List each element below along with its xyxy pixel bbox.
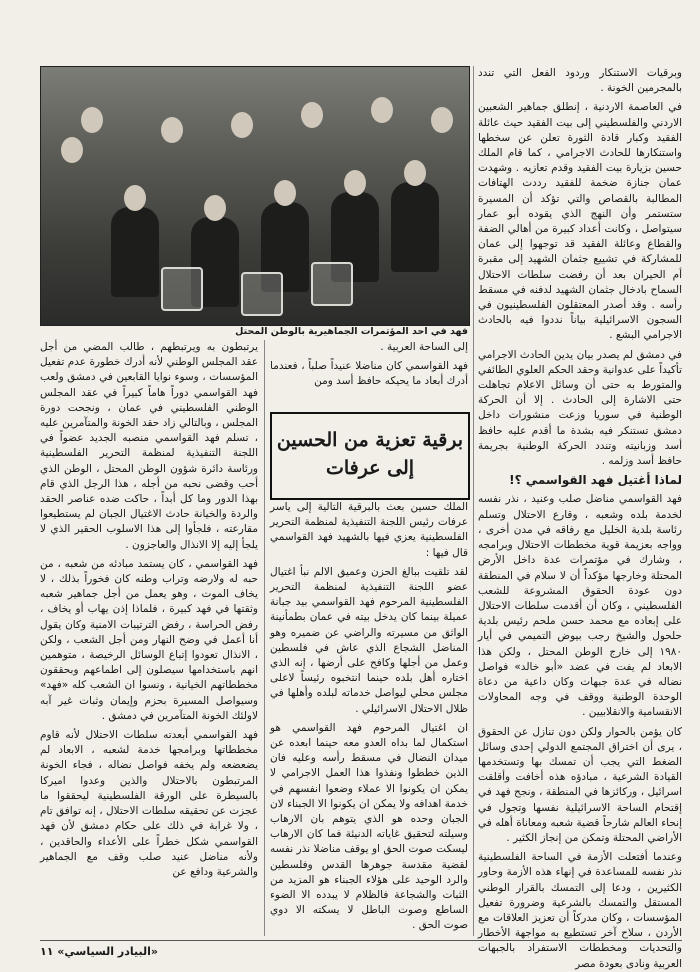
article-paragraph: وبرقيات الاستنكار وردود الفعل التي تندد بالمجرمين الخونة . xyxy=(478,67,682,95)
condolence-headline-box xyxy=(270,412,470,500)
footer-rule xyxy=(40,940,682,941)
article-paragraph: إلى الساحة العربية . xyxy=(380,341,468,353)
column-divider xyxy=(264,340,265,936)
crowd-head xyxy=(301,102,323,128)
article-paragraph: فهد القواسمي مناضل صلب وعنيد ، نذر نفسه لخدمة بلده وشعبه ، وقارع الاحتلال وتسلم رئاسة بلدية الخليل مع رفاقه في مدن أخرى ، وواجه بعزيمة قوية مخططات الاحتلال وبرامجه ، وشارك في مؤتمرات عدة داخل الأرض المحتلة وخارجها مؤكداً أن لا سلام في المنطقة دون عودة الحقوق المشروعة للشعب الفلسطيني ، وكان أن أقدمت سلطات الاحتلال على إبعاده مع محمد حسن ملحم رئيس بلدية حلحول والشيخ رجب بيوض التميمي في أيار ١٩٨٠ إلى خارج الوطن المحتل ، ولكن هذا الابعاد لم يفت في عضد «أبو خالد» فواصل نضاله في عدة جبهات وكان داعية من دعاة الوحدة الوطنية ووقف في وجه المحاولات الانقسامية والانقلابيين . xyxy=(478,493,682,719)
photo-caption: فهد في احد المؤتمرات الجماهيرية بالوطن المحتل xyxy=(235,326,468,337)
article-column-left xyxy=(40,340,258,936)
seated-man-figure xyxy=(391,182,439,272)
conference-photo xyxy=(40,66,470,326)
page-footer: «البيادر السياسي» ١١ xyxy=(40,945,158,958)
article-paragraph: فهد القواسمي أبعدته سلطات الاحتلال لأنه قاوم مخططاتها وبرامجها خدمة لشعبه ، الابعاد لم يضعضعه ولم يخفه فواصل نضاله ، فجاء الخونة المرتبطون بالاحتلال والذين وعدوا اميركا بالسيطرة على الورقة الفلسطينية ليحققوا ما عجزت عن تحقيقه سلطات الاحتلال ، إنه توافق تام ، ولا غرابة في ذلك على حكام دمشق لأن فهد القواسمي شكل خطراً على الأعداء والحاقدين ، ولأنه مناضل عنيد صلب وقف مع الجماهير والشرعية ودافع عن xyxy=(40,729,258,878)
column-divider xyxy=(473,66,474,936)
seated-man-head xyxy=(124,185,146,211)
crowd-head xyxy=(161,117,183,143)
article-column-middle xyxy=(270,500,468,936)
article-paragraph: في دمشق لم يصدر بيان يدين الحادث الاجرامي تأكيداً على عدوانية وحقد الحكم العلوي الطائفي والمتورط به حتى أن وسائل الاعلام تجاهلت حتى الاشارة إلى الحادث . إلا أن الحركة الوطنية في سوريا وزعت منشورات داخل دمشق تستنكر فيه بشدة ما أقدم عليه حافظ أسد وزبانيته وتندد الحركة الوطنية بجريمة حافظ أسد وزلمه . xyxy=(477,348,682,468)
crowd-head xyxy=(231,112,253,138)
article-paragraph: الملك حسين بعث بالبرقية التالية إلى ياسر عرفات رئيس اللجنة التنفيذية لمنظمة التحرير الفلسطينية يعزي فيها بالشهيد فهد القواسمي قال فيها : xyxy=(270,501,468,559)
article-paragraph: ان اغتيال المرحوم فهد القواسمي هو استكمال لما بداه العدو معه حينما ابعده عن ميدان النضال في مسقط رأسه وعليه فان الذين خططوا ونفذوا هذا العمل الاجرامي لا يمكن ان يكونوا الا عملاء وضعوا انفسهم في خدمة اهدافه ولا يمكن ان يكونوا الا الجبناء لان الجبان وحده هو الذي يتوهم بان الارهاب وسيلته لتحقيق غاياته الدنيئة فما كان الارهاب ليسكت صوت الحق او يوقف مناضلا نذر نفسه لقضية مقدسة جوهرها القدس وفلسطين والرد الوحيد على هؤلاء الجبناء هو المزيد من الثبات والشجاعة فالظلام لا يبدده الا الضوء الساطع وصوت الباطل لا يسكته الا دوي صوت الحق . xyxy=(270,721,468,932)
article-column-right xyxy=(477,66,682,970)
chair xyxy=(241,272,283,316)
seated-man-head xyxy=(344,170,366,196)
article-paragraph: فهد القواسمي ، كان يستمد مبادئه من شعبه ، من حبه له ولارضه وتراب وطنه كان فخوراً بذلك ، لا يخاف الموت ، وهو يعمل من أجل جماهير شعبه وثقتها في فهد كبيرة ، فلماذا إذن يهاب أو يخاف ، رفض الحراسة ، رفض الترتيبات الامنية وكان يقول أنا أعمل في وضح النهار ومن أجل الشعب ، ولكن ، الانذال تعودوا إتباع الوسائل الرخيصة ، متوهمين انهم باستخدامها سيصلون إلى اطماعهم وبحققون مخططاتهم الخيانية ، ونسوا ان الشعب كله «فهد» وسيواصل المسيرة بحزم وإيمان وثبات غير آبه لاولئك الخونة المتآمرين في دمشق . xyxy=(40,557,258,722)
chair xyxy=(161,267,203,311)
seated-man-head xyxy=(274,180,296,206)
crowd-head xyxy=(81,107,103,133)
seated-man-figure xyxy=(111,207,159,297)
chair xyxy=(311,262,353,306)
crowd-head xyxy=(371,97,393,123)
article-paragraph: لقد تلقيت ببالغ الحزن وعميق الالم نبأ اغتيال عضو اللجنة التنفيذية لمنظمة التحرير الفلسطينية المرحوم فهد القواسمي بيد جبانة عميلة بينما كان يدخل بيته في عمان بطمأنينة الواثق من مسيرته والراضي عن ضميره وهو المناضل الشجاع الذي عاش في فلسطين وعمل من أجلها وكافح على أرضها ، إنه الذي اختاره أهل بلده حينما انتخبوه رئيساً لاعلى مجلس محلي ليواصل خدماته لبلده وأهلها في ظلال الاحتلال الاسرائيلي . xyxy=(270,565,468,715)
article-column-middle-top xyxy=(270,340,468,410)
crowd-head xyxy=(61,137,83,163)
section-heading: لماذا أغتيل فهد القواسمي ؟! xyxy=(509,473,682,488)
seated-man-head xyxy=(404,160,426,186)
article-paragraph: كان يؤمن بالحوار ولكن دون تنازل عن الحقوق ، يرى أن اختراق المجتمع الدولي إحدى وسائل الضغط التي يجب أن تمسك بها وتستخدمها القيادة الشرعية ، مبادؤه هذه أخافت وأقلقت اسرائيل ، وركائزها في المنطقة ، ونجح فهد في إقتحام الساحة الاسرائيلية نفسها وتجول في إنحاء العالم شارحاً قضية شعبه ومعاناة أهله في الأراضي المحتلة وتمكن من إنجاز الكثير . xyxy=(478,725,682,844)
article-paragraph: فهد القواسمي كان مناضلا عنيداً صلباً ، فعندما أدرك أبعاد ما يحيكه حافظ أسد ومن xyxy=(270,360,468,388)
article-paragraph: وعندما أفتعلت الأزمة في الساحة الفلسطينية نذر نفسه للمساعدة في إنهاء هذه الأزمة وحاور الكثيرين ، ودعا إلى التمسك بالقرار الوطني المستقل والتمسك بالشرعية وضرورة تفعيل المؤسسات ، وكان مدركاً أن تعزيز العلاقات مع الأردن ، سلاح آخر تستطيع به مواجهة الأخطار والتحديات ومخططات الاستفراد بالجبهات العربية ونادى بعودة مصر xyxy=(478,851,682,970)
box-headline: برقية تعزية من الحسين إلى عرفات xyxy=(276,429,464,479)
seated-man-head xyxy=(204,195,226,221)
article-paragraph: يرتبطون به ويرتبطهم ، طالب المضي من أجل عقد المجلس الوطني لأنه أدرك خطورة عدم تفعيل المؤسسات ، وسوء نوايا القابعين في دمشق ولعب فهد القواسمي دوراً هاماً كبيراً في عقد المجلس الوطني الفلسطيني في عمان ، ونجحت دورة المجلس ، وبالتالي زاد حقد الخونة والمتآمرين عليه ، تسلم فهد القواسمي منصبه الجديد عضواً في اللجنة التنفيذية لمنظمة التحرير الفلسطينية ورئاسة دائرة شؤون الوطن المحتل ، الوطن الذي أحب وقضى نحبه من أجله ، هذا الرجل الذي قام بهذا الدور وما كل أبداً ، حاكت ضده عناصر الحقد والردة والخيانة حادث الاغتيال الجبان لم يستطيعوا مقارعته ، فلجأوا إلى هذا الاسلوب الحقير الذي لا يلجأ إليه إلا الانذال والعاجزون . xyxy=(40,341,258,551)
article-paragraph: في العاصمة الاردنية ، إنطلق جماهير الشعبين الاردني والفلسطيني إلى بيت الفقيد حيث عائلة الفقيد وكبار قادة الثورة تعلن عن سخطها واستنكارها للحادث الاجرامي ، كما قام الملك حسين بزيارة بيت الفقيد وقدم تعازيه . وشهدت عمان جنازة ضخمة للفقيد رددت الهتافات المطالبة بالقصاص والتي تؤكد أن المسيرة ستستمر وأن النهج الذي يقوده أبو عمار سيتواصل ، وكانت أعداد كبيرة من أهالي الضفة والقطاع وعائلة الفقيد قد توجهوا إلى عمان للمشاركة في تشييع جثمان الشهيد إلى مقبرة أم الحيران بعد أن رفضت سلطات الاحتلال السماح بادخال جثمان الشهيد لدفنه في مسقط رأسه . وقد أصدر المعتقلون الفلسطينيون في السجون الاسرائيلية بياناً نددوا فيه بالحادث الاجرامي البشع . xyxy=(478,101,682,342)
crowd-head xyxy=(431,107,453,133)
